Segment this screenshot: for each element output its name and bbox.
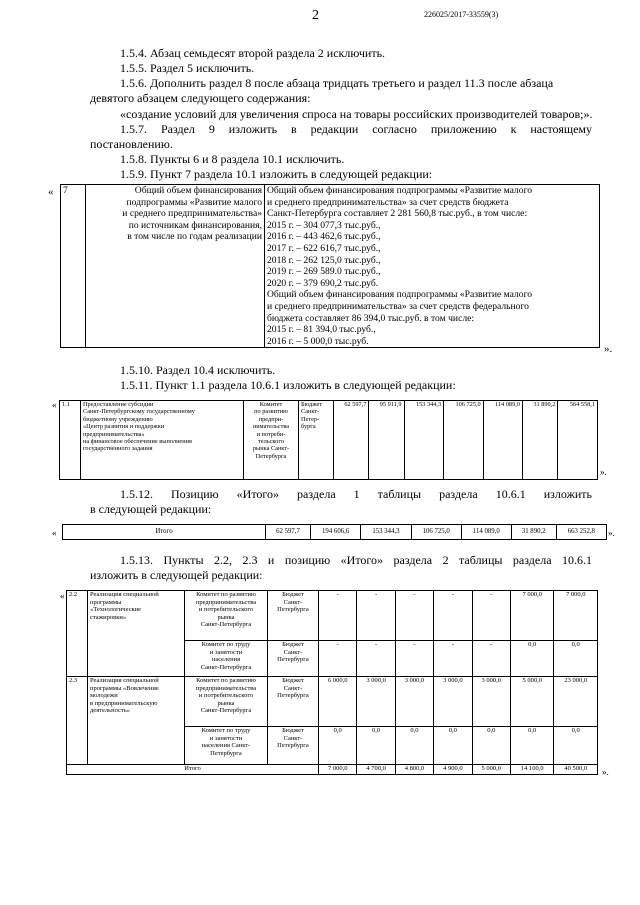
value-cell: - (319, 591, 357, 641)
table-total-section-1 (62, 524, 607, 540)
total-label: Итого (63, 525, 266, 540)
value-cell: 62 597,7 (266, 525, 311, 540)
value-cell: 0,0 (395, 727, 433, 765)
item-executor: Комитет по развитию предпринимательства и потребительского рынка Санкт-Петербурга (185, 677, 268, 727)
quote-close: ». (602, 767, 609, 777)
value-cell: 4 800,0 (395, 765, 433, 775)
item-label: Общий объем финансирования подпрограммы «Развитие малого и среднего предпринимательства» по источникам финансирования, в том числе по годам реализации (86, 185, 265, 348)
quote-open: « (52, 528, 57, 538)
value-cell: 153 344,3 (404, 401, 444, 480)
paragraph-1-5-13-line1: 1.5.13. Пункты 2.2, 2.3 и позицию «Итого» раздела 2 таблицы раздела 10.6.1 (120, 553, 592, 567)
paragraph-1-5-10: 1.5.10. Раздел 10.4 исключить. (120, 363, 276, 377)
quote-close: ». (608, 528, 615, 538)
value-cell: 663 252,8 (556, 525, 606, 540)
value-cell: 4 900,0 (434, 765, 472, 775)
paragraph-1-5-6-quote: «создание условий для увеличения спроса на товары российских производителей товаров;». (120, 107, 593, 121)
value-cell: 114 089,0 (483, 401, 522, 480)
page-number: 2 (312, 8, 319, 23)
value-cell: 153 344,3 (361, 525, 411, 540)
value-cell: - (395, 591, 433, 641)
value-cell: 7 000,0 (510, 591, 553, 641)
value-cell: 106 725,0 (411, 525, 461, 540)
item-executor: Комитет по развитию предпри- нимательства и потреби- тельского рынка Санкт- Петербурга (244, 401, 299, 480)
value-cell: 194 606,6 (310, 525, 360, 540)
value-cell: 31 890,2 (511, 525, 556, 540)
quote-open: « (52, 400, 57, 410)
value-cell: 0,0 (472, 727, 510, 765)
paragraph-1-5-12-line1: 1.5.12. Позицию «Итого» раздела 1 таблицы раздела 10.6.1 изложить (120, 487, 592, 501)
value-cell: 31 890,2 (522, 401, 557, 480)
value-cell: 7 000,0 (554, 591, 598, 641)
value-cell: 114 089,0 (461, 525, 511, 540)
item-executor: Комитет по труду и занятости населения Санкт- Петербурга (185, 727, 268, 765)
value-cell: 0,0 (319, 727, 357, 765)
item-number: 7 (61, 185, 86, 348)
paragraph-1-5-8: 1.5.8. Пункты 6 и 8 раздела 10.1 исключить. (120, 152, 345, 166)
value-cell: 0,0 (554, 641, 598, 677)
value-cell: 0,0 (554, 727, 598, 765)
paragraph-1-5-6-line2: девятого абзацем следующего содержания: (90, 91, 311, 105)
paragraph-1-5-12-line2: в следующей редакции: (90, 502, 212, 516)
value-cell: 0,0 (434, 727, 472, 765)
table-item-7 (60, 184, 600, 348)
item-executor: Комитет по труду и занятости населения Санкт-Петербурга (185, 641, 268, 677)
value-cell: 3 000,0 (395, 677, 433, 727)
paragraph-1-5-13-line2: изложить в следующей редакции: (90, 568, 263, 582)
value-cell: 3 000,0 (472, 677, 510, 727)
value-cell: 23 000,0 (554, 677, 598, 727)
value-cell: 564 558,1 (558, 401, 598, 480)
table-section-2 (66, 590, 598, 775)
value-cell: - (434, 641, 472, 677)
value-cell: 14 100,0 (510, 765, 553, 775)
quote-close: ». (600, 467, 607, 477)
value-cell: - (472, 591, 510, 641)
paragraph-1-5-7-line2: постановлению. (90, 137, 173, 151)
item-source: Бюджет Санкт- Петербурга (268, 727, 319, 765)
value-cell: 4 700,0 (357, 765, 395, 775)
value-cell: 95 911,9 (369, 401, 404, 480)
value-cell: - (357, 641, 395, 677)
value-cell: 0,0 (510, 641, 553, 677)
value-cell: - (434, 591, 472, 641)
quote-open: « (60, 591, 65, 601)
item-content: Общий объем финансирования подпрограммы «Развитие малого и среднего предпринимательства» за счет средств бюджета Санкт-Петербурга составляет 2 281 560,8 тыс.руб., в том числе: 2015 г. – 304 077,3 тыс.руб., 2016 г. – 443 462,6 тыс.руб., 2017 г. – 622 616,7 тыс.руб., 2018 г. – 262 125,0 тыс.руб., 2019 г. – 269 589.0 тыс.руб., 2020 г. – 379 690,2 тыс.руб. Общий объем финансирования подпрограммы «Развитие малого и среднего предпринимательства» за счет средств федерального бюджета составляет 86 394,0 тыс.руб. в том числе: 2015 г. – 81 394,0 тыс.руб., 2016 г. – 5 000,0 тыс.руб. (265, 185, 600, 348)
paragraph-1-5-6-line1: 1.5.6. Дополнить раздел 8 после абзаца тридцать третьего и раздел 11.3 после абзаца (120, 76, 554, 90)
value-cell: 3 000,0 (357, 677, 395, 727)
document-id: 226025/2017-33559(3) (424, 10, 499, 19)
value-cell: - (319, 641, 357, 677)
value-cell: 7 000,0 (319, 765, 357, 775)
paragraph-1-5-11: 1.5.11. Пункт 1.1 раздела 10.6.1 изложить в следующей редакции: (120, 378, 456, 392)
value-cell: 5 000,0 (472, 765, 510, 775)
value-cell: - (357, 591, 395, 641)
value-cell: 40 500,0 (554, 765, 598, 775)
item-description: Предоставление субсидии Санкт-Петербургскому государственному бюджетному учреждению «Центр развития и поддержки предпринимательства» на финансовое обеспечение выполнения государственного задания (81, 401, 244, 480)
paragraph-1-5-5: 1.5.5. Раздел 5 исключить. (120, 61, 255, 75)
item-source: Бюджет Санкт- Петер- бурга (299, 401, 334, 480)
value-cell: 0,0 (357, 727, 395, 765)
paragraph-1-5-7-line1: 1.5.7. Раздел 9 изложить в редакции согласно приложению к настоящему (120, 122, 592, 136)
item-number: 2.2 (67, 591, 88, 677)
quote-open: « (48, 186, 54, 198)
paragraph-1-5-4: 1.5.4. Абзац семьдесят второй раздела 2 исключить. (120, 46, 386, 60)
item-source: Бюджет Санкт- Петербурга (268, 641, 319, 677)
paragraph-1-5-9: 1.5.9. Пункт 7 раздела 10.1 изложить в следующей редакции: (120, 167, 433, 181)
total-label: Итого (67, 765, 319, 775)
item-number: 2.3 (67, 677, 88, 765)
value-cell: 5 000,0 (510, 677, 553, 727)
value-cell: 62 597,7 (334, 401, 369, 480)
item-description: Реализация специальной программы «Вовлечение молодежи в предпринимательскую деятельность» (88, 677, 185, 765)
item-executor: Комитет по развитию предпринимательства и потребительского рынка Санкт-Петербурга (185, 591, 268, 641)
value-cell: - (395, 641, 433, 677)
value-cell: 106 725,0 (444, 401, 484, 480)
item-source: Бюджет Санкт- Петербурга (268, 677, 319, 727)
table-item-1-1 (59, 400, 598, 480)
item-source: Бюджет Санкт- Петербурга (268, 591, 319, 641)
quote-close: ». (604, 343, 613, 355)
value-cell: 3 000,0 (434, 677, 472, 727)
value-cell: 6 000,0 (319, 677, 357, 727)
item-description: Реализация специальной программы «Технологические стажировки» (88, 591, 185, 677)
value-cell: 0,0 (510, 727, 553, 765)
item-number: 1.1 (60, 401, 81, 480)
value-cell: - (472, 641, 510, 677)
